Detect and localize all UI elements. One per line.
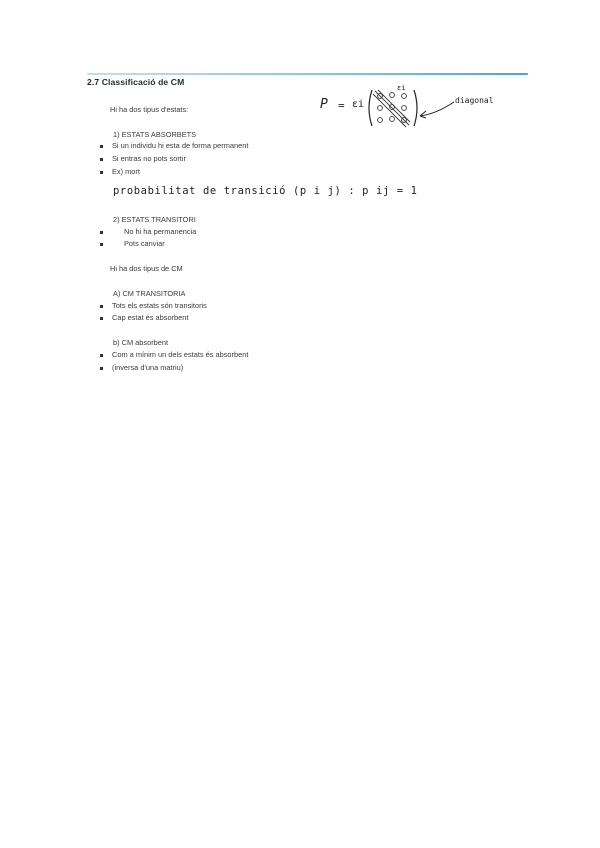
cm-transitoria-item-1: Tots els estats són transitoris	[112, 301, 207, 310]
absorbents-item-2: Si entras no pots sortir	[112, 154, 186, 163]
matrix-left-bracket	[369, 90, 372, 126]
diagonal-arrow	[420, 102, 454, 116]
bullet-icon	[100, 171, 103, 174]
absorbents-item-1: Si un individu hi esta de forma permanent	[112, 141, 249, 150]
absorbents-item-3: Ex) mort	[112, 167, 140, 176]
cm-transitoria-item-2: Cap estat és absorbent	[112, 313, 189, 322]
matrix-sketch	[366, 86, 456, 130]
matrix-equals: =	[338, 99, 345, 112]
matrix-col-label: εi	[397, 84, 406, 92]
transitoris-item-2: Pots canviar	[124, 239, 165, 248]
intro-text: Hi ha dos tipus d'estats:	[110, 105, 189, 114]
bullet-icon	[100, 158, 103, 161]
matrix-right-bracket	[414, 90, 417, 126]
bullet-icon	[100, 243, 103, 246]
transition-probability-formula: probabilitat de transició (p i j) : p ij = 1	[113, 185, 418, 197]
cm-absorbent-title: b) CM absorbent	[113, 338, 169, 347]
bullet-icon	[100, 305, 103, 308]
absorbents-title: 1) ESTATS ABSORBETS	[113, 130, 197, 139]
cm-absorbent-item-2: (inversa d'una matriu)	[112, 363, 184, 372]
bullet-icon	[100, 317, 103, 320]
bullet-icon	[100, 367, 103, 370]
section-heading: 2.7 Classificació de CM	[87, 77, 185, 87]
diagonal-arrow-head	[420, 111, 426, 118]
cm-intro: Hi ha dos tipus de CM	[110, 264, 183, 273]
diagonal-label: diagonal	[455, 96, 494, 105]
transitoris-title: 2) ESTATS TRANSITORI	[113, 215, 196, 224]
bullet-icon	[100, 231, 103, 234]
bullet-icon	[100, 145, 103, 148]
matrix-p-label: P	[320, 97, 328, 112]
heading-underline	[87, 73, 528, 75]
cm-absorbent-item-1: Com a mínim un dels estats és absorbent	[112, 350, 249, 359]
transitoris-item-1: No hi ha permanencia	[124, 227, 197, 236]
matrix-row-label: εi	[352, 99, 365, 110]
cm-transitoria-title: A) CM TRANSITORIA	[113, 289, 186, 298]
bullet-icon	[100, 354, 103, 357]
